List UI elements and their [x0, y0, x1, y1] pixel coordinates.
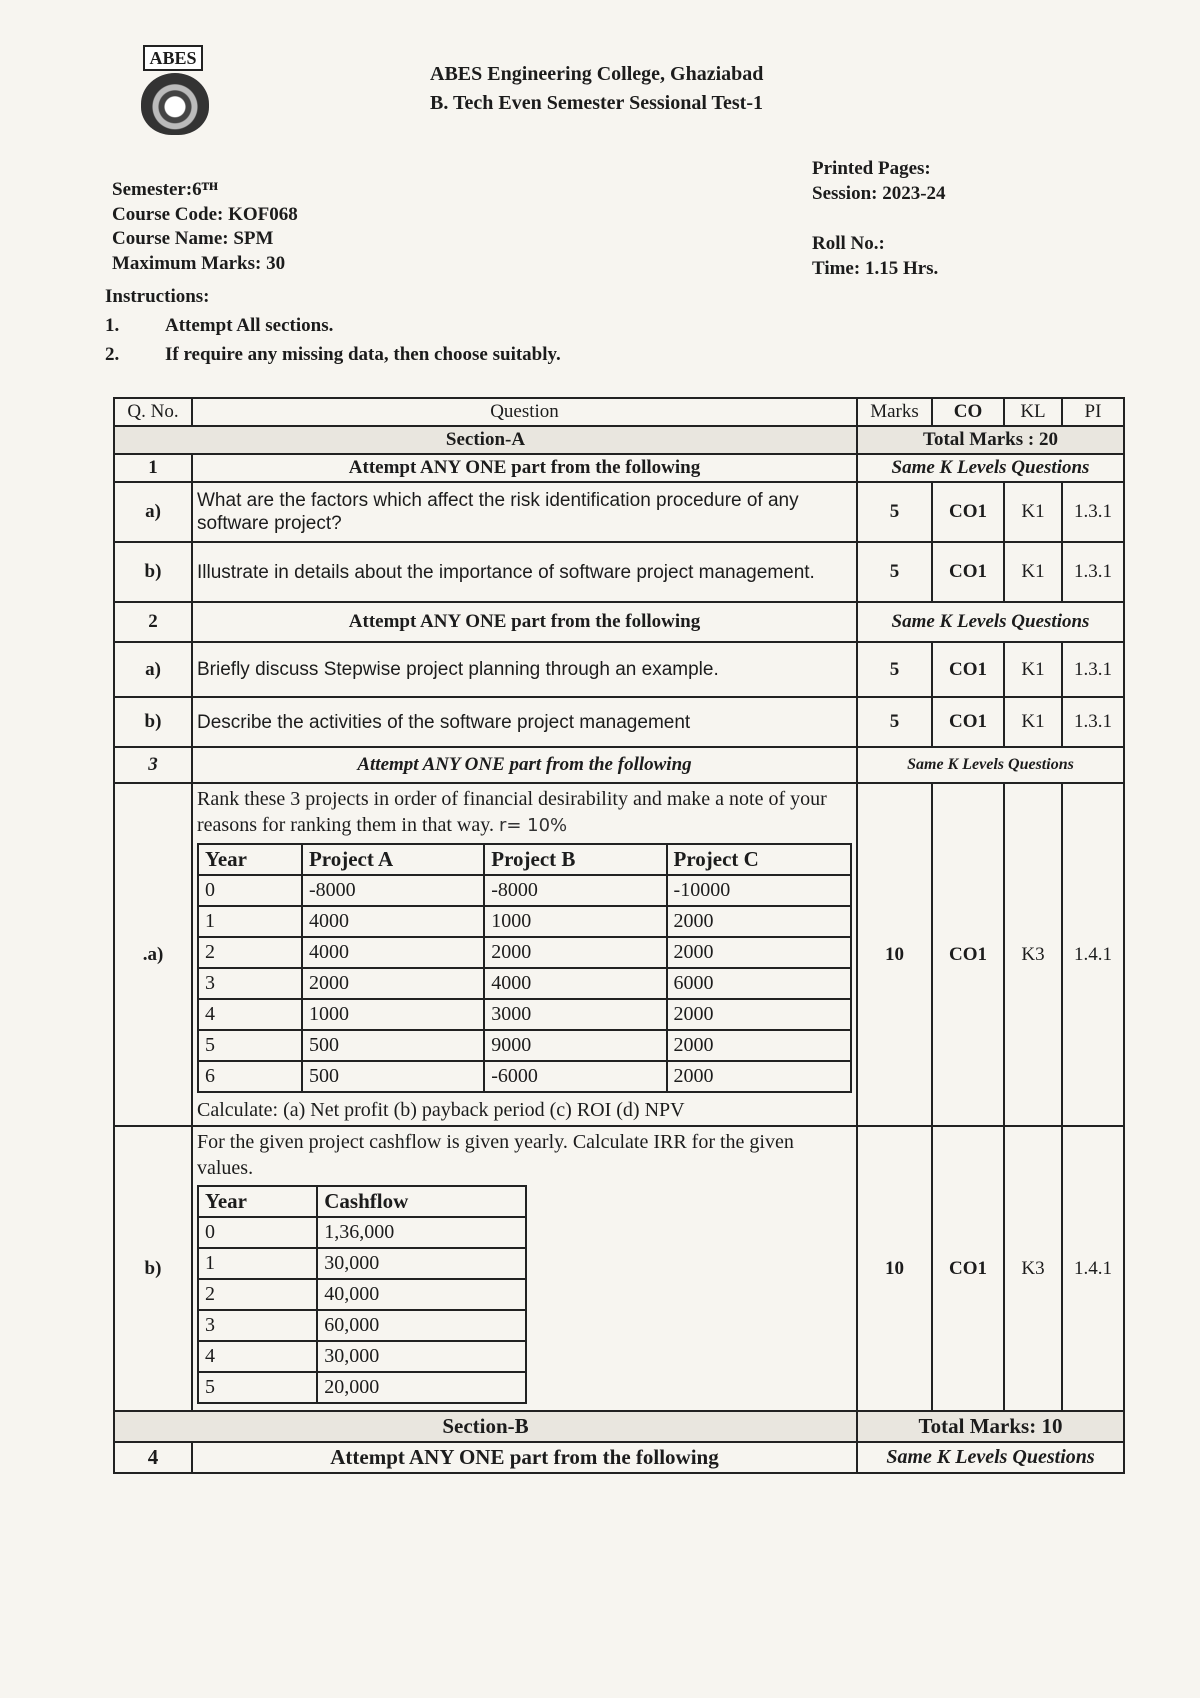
table-row: 0 1,36,000	[198, 1217, 526, 1248]
header-qno: Q. No.	[114, 398, 192, 426]
q1-number: 1	[114, 454, 192, 482]
table-row: b) For the given project cashflow is given yearly. Calculate IRR for the given values. Year Cashflow 0 1,36,000 1 30,000 2 40,000 3 60,000 4 30,000 5 20,000 10 CO1 K3 1.4.1	[114, 1126, 1124, 1411]
instruction-item: 2. If require any missing data, then choose suitably.	[105, 344, 561, 365]
table-row: .a) Rank these 3 projects in order of financial desirability and make a note of your reasons for ranking them in that way. r= 10% Year Project A Project B Project C 0 -8000 -8000 -10000 1 4000 1000 2000 2 4000 2000 2000 3 2000 4000 6000 4 1000 3000 2000 5 500 9000 2000 6 500 -6000 2000 Calculate: (a) Net profit (b) payback period (c) ROI (d) NPV 10 CO1 K3 1.4.1	[114, 783, 1124, 1126]
table-row: Year Cashflow	[198, 1186, 526, 1217]
table-header-row	[114, 398, 1124, 426]
college-logo	[135, 45, 215, 137]
table-row: b) Illustrate in details about the importance of software project management. 5 CO1 K1 1.3.1	[114, 542, 1124, 602]
q1b-text: Illustrate in details about the importance of software project management.	[192, 542, 857, 602]
section-a-row	[114, 426, 1124, 454]
q3-header-row	[114, 747, 1124, 783]
q1-instruction: Attempt ANY ONE part from the following	[192, 454, 857, 482]
instructions-label: Instructions:	[105, 286, 210, 307]
q2-instruction: Attempt ANY ONE part from the following	[192, 602, 857, 642]
q4-level: Same K Levels Questions	[857, 1442, 1124, 1473]
table-row: 3 60,000	[198, 1310, 526, 1341]
question-table	[113, 397, 1125, 1474]
logo-emblem-icon	[141, 73, 209, 135]
q2a-text: Briefly discuss Stepwise project planning through an example.	[192, 642, 857, 697]
section-a-total: Total Marks : 20	[857, 426, 1124, 454]
table-row: a) What are the factors which affect the risk identification procedure of any software project? 5 CO1 K1 1.3.1	[114, 482, 1124, 542]
max-marks: Maximum Marks: 30	[112, 252, 286, 274]
section-b-total: Total Marks: 10	[857, 1411, 1124, 1442]
course-code: Course Code: KOF068	[112, 203, 298, 225]
header-pi: PI	[1062, 398, 1124, 426]
q3a-calc: Calculate: (a) Net profit (b) payback period (c) ROI (d) NPV	[197, 1099, 685, 1121]
q2-number: 2	[114, 602, 192, 642]
q3-level: Same K Levels Questions	[857, 747, 1124, 783]
q1-header-row	[114, 454, 1124, 482]
test-name: B. Tech Even Semester Sessional Test-1	[430, 92, 763, 114]
q4-number: 4	[114, 1442, 192, 1473]
q3b-text: For the given project cashflow is given yearly. Calculate IRR for the given values.	[197, 1131, 794, 1179]
table-row: 5 500 9000 2000	[198, 1030, 851, 1061]
table-row: b) Describe the activities of the software project management 5 CO1 K1 1.3.1	[114, 697, 1124, 747]
q3a-label: .a)	[114, 783, 192, 1126]
college-heading	[430, 60, 763, 118]
q3-instruction: Attempt ANY ONE part from the following	[192, 747, 857, 783]
q3b-label: b)	[114, 1126, 192, 1411]
semester: Semester:6ᵀᴴ	[112, 179, 218, 200]
section-b-row	[114, 1411, 1124, 1442]
instruction-item: 1. Attempt All sections.	[105, 315, 334, 336]
q3-number: 3	[114, 747, 192, 783]
q3a-projects-table	[197, 843, 852, 1093]
table-row: a) Briefly discuss Stepwise project planning through an example. 5 CO1 K1 1.3.1	[114, 642, 1124, 697]
header-marks: Marks	[857, 398, 932, 426]
instructions	[105, 282, 561, 369]
printed-pages: Printed Pages:	[812, 158, 931, 179]
table-row: 2 4000 2000 2000	[198, 937, 851, 968]
q3a-text: Rank these 3 projects in order of financial desirability and make a note of your reasons for ranking them in that way.	[197, 788, 827, 836]
q3b-cell	[192, 1126, 857, 1411]
roll-no: Roll No.:	[812, 233, 885, 254]
table-row: 4 1000 3000 2000	[198, 999, 851, 1030]
header-question: Question	[192, 398, 857, 426]
q2b-text: Describe the activities of the software project management	[192, 697, 857, 747]
table-row: 1 30,000	[198, 1248, 526, 1279]
session-info	[812, 157, 946, 206]
q3b-cashflow-table	[197, 1185, 527, 1404]
section-b-title: Section-B	[114, 1411, 857, 1442]
q4-instruction: Attempt ANY ONE part from the following	[192, 1442, 857, 1473]
q4-header-row	[114, 1442, 1124, 1473]
header-kl: KL	[1004, 398, 1062, 426]
table-row: 4 30,000	[198, 1341, 526, 1372]
college-name: ABES Engineering College, Ghaziabad	[430, 63, 764, 85]
table-row: 2 40,000	[198, 1279, 526, 1310]
course-name: Course Name: SPM	[112, 228, 274, 249]
table-row: 3 2000 4000 6000	[198, 968, 851, 999]
q2-header-row	[114, 602, 1124, 642]
table-row: 5 20,000	[198, 1372, 526, 1403]
table-row: Year Project A Project B Project C	[198, 844, 851, 875]
q1-level: Same K Levels Questions	[857, 454, 1124, 482]
table-row: 6 500 -6000 2000	[198, 1061, 851, 1092]
roll-time-info	[812, 232, 938, 281]
logo-text: ABES	[143, 45, 203, 71]
q3a-cell	[192, 783, 857, 1126]
table-row: 0 -8000 -8000 -10000	[198, 875, 851, 906]
q3a-note: r= 10%	[498, 815, 568, 836]
time: Time: 1.15 Hrs.	[812, 257, 939, 279]
q1a-text: What are the factors which affect the risk identification procedure of any software project?	[192, 482, 857, 542]
course-info	[112, 178, 298, 276]
header-co: CO	[932, 398, 1004, 426]
q2-level: Same K Levels Questions	[857, 602, 1124, 642]
section-a-title: Section-A	[114, 426, 857, 454]
session: Session: 2023-24	[812, 182, 946, 204]
table-row: 1 4000 1000 2000	[198, 906, 851, 937]
